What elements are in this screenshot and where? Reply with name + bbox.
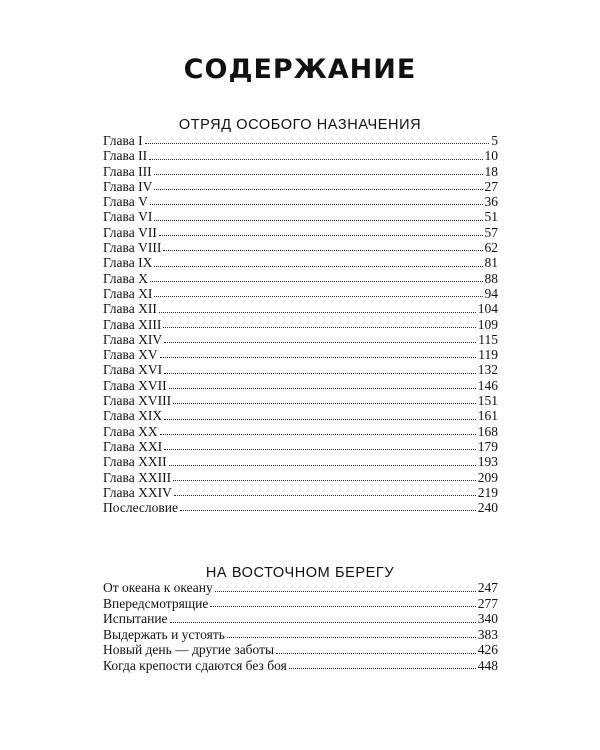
dot-leader <box>150 281 483 282</box>
dot-leader <box>160 434 476 435</box>
toc-entry-label: Глава VIII <box>103 240 162 256</box>
toc-entry-label: Глава XI <box>103 285 153 301</box>
toc-entry <box>103 148 498 163</box>
toc-entry-label: Испытание <box>103 611 168 626</box>
dot-leader <box>215 591 476 592</box>
toc-entry-page-number: 132 <box>477 362 498 378</box>
toc-entry-label: Глава V <box>103 194 148 210</box>
dot-leader <box>150 204 483 205</box>
dot-leader <box>154 296 482 297</box>
toc-entry-page-number: 81 <box>484 255 498 271</box>
dot-leader <box>163 327 475 328</box>
toc-entry-label: Глава IV <box>103 178 153 194</box>
toc-entry <box>103 408 498 423</box>
dot-leader <box>149 159 482 160</box>
toc-entry <box>103 240 498 255</box>
toc-entry-label: Глава IX <box>103 255 153 271</box>
toc-entry <box>103 454 498 469</box>
toc-entry-page-number: 115 <box>478 331 498 347</box>
toc-entry <box>103 642 498 658</box>
toc-entry-page-number: 88 <box>484 270 498 286</box>
dot-leader <box>180 510 476 511</box>
toc-entry <box>103 611 498 627</box>
toc-entry <box>103 500 498 515</box>
toc-entry-page-number: 27 <box>484 178 498 194</box>
toc-entry-page-number: 240 <box>477 500 498 516</box>
dot-leader <box>227 637 476 638</box>
toc-entry-page-number: 426 <box>477 642 498 657</box>
toc-entry <box>103 179 498 194</box>
toc-entry-page-number: 209 <box>477 469 498 485</box>
toc-entry-page-number: 146 <box>477 377 498 393</box>
toc-entry-page-number: 151 <box>477 393 498 409</box>
toc-list <box>103 133 498 515</box>
toc-entry-label: Глава XXII <box>103 454 167 470</box>
dot-leader <box>159 312 476 313</box>
toc-entry <box>103 393 498 408</box>
toc-entry <box>103 347 498 362</box>
toc-entry-label: Когда крепости сдаются без боя <box>103 657 287 673</box>
dot-leader <box>276 653 476 654</box>
toc-list <box>103 580 498 673</box>
toc-entry-label: Глава II <box>103 148 148 164</box>
toc-entry <box>103 439 498 454</box>
toc-entry-page-number: 219 <box>477 484 498 500</box>
dot-leader <box>145 143 490 144</box>
toc-entry <box>103 485 498 500</box>
toc-entry-page-number: 193 <box>477 454 498 470</box>
section-heading: ОТРЯД ОСОБОГО НАЗНАЧЕНИЯ <box>178 117 422 133</box>
dot-leader <box>159 235 483 236</box>
dot-leader <box>163 250 482 251</box>
toc-entry-page-number: 161 <box>477 408 498 424</box>
toc-entry <box>103 133 498 148</box>
dot-leader <box>174 495 476 496</box>
dot-leader <box>154 174 483 175</box>
toc-entry-label: Глава VII <box>103 224 157 240</box>
toc-entry-label: Глава XVI <box>103 362 163 378</box>
toc-entry-page-number: 36 <box>484 194 498 210</box>
dot-leader <box>164 373 476 374</box>
toc-entry <box>103 470 498 485</box>
toc-entry <box>103 627 498 643</box>
toc-entry <box>103 424 498 439</box>
toc-entry-page-number: 448 <box>477 657 498 673</box>
toc-entry-label: Глава XIII <box>103 316 162 332</box>
toc-entry-label: Впередсмотрящие <box>103 595 209 611</box>
toc-entry-page-number: 10 <box>484 148 498 164</box>
toc-entry-page-number: 340 <box>477 611 498 626</box>
toc-entry-label: Глава XIV <box>103 331 163 347</box>
toc-entry-page-number: 5 <box>491 133 498 148</box>
dot-leader <box>173 403 476 404</box>
dot-leader <box>173 480 476 481</box>
dot-leader <box>160 357 477 358</box>
toc-entry-label: Глава XX <box>103 423 158 439</box>
toc-entry-label: Глава VI <box>103 209 153 225</box>
toc-entry <box>103 286 498 301</box>
toc-entry-page-number: 62 <box>484 240 498 256</box>
toc-entry-page-number: 94 <box>484 285 498 301</box>
toc-entry-page-number: 18 <box>484 163 498 179</box>
toc-entry-label: Глава XIX <box>103 408 163 424</box>
toc-entry-page-number: 109 <box>477 316 498 332</box>
toc-entry-page-number: 383 <box>477 626 498 642</box>
toc-entry-label: Глава XII <box>103 301 157 317</box>
toc-entry-label: Глава XV <box>103 347 158 363</box>
toc-entry-label: Глава III <box>103 163 152 179</box>
toc-entry <box>103 378 498 393</box>
toc-entry <box>103 164 498 179</box>
dot-leader <box>170 622 476 623</box>
toc-entry <box>103 658 498 674</box>
dot-leader <box>164 342 476 343</box>
toc-entry <box>103 596 498 612</box>
toc-entry <box>103 362 498 377</box>
dot-leader <box>164 449 476 450</box>
dot-leader <box>154 189 482 190</box>
toc-entry <box>103 194 498 209</box>
toc-entry-page-number: 277 <box>477 595 498 611</box>
toc-entry-label: Глава I <box>103 133 143 148</box>
toc-entry-label: Глава X <box>103 270 148 286</box>
toc-entry <box>103 255 498 270</box>
toc-entry-label: От океана к океану <box>103 580 213 595</box>
toc-entry-label: Послесловие <box>103 500 178 516</box>
toc-entry-page-number: 179 <box>477 438 498 454</box>
toc-entry-label: Глава XXIV <box>103 484 172 500</box>
toc-entry-page-number: 104 <box>477 301 498 317</box>
toc-entry-page-number: 168 <box>477 423 498 439</box>
toc-entry-page-number: 51 <box>484 209 498 225</box>
section-heading: НА ВОСТОЧНОМ БЕРЕГУ <box>205 565 395 581</box>
toc-entry <box>103 209 498 224</box>
toc-entry-label: Глава XVIII <box>103 393 172 409</box>
toc-entry <box>103 332 498 347</box>
toc-entry <box>103 271 498 286</box>
toc-entry-page-number: 57 <box>484 224 498 240</box>
dot-leader <box>289 668 476 669</box>
page-title: СОДЕРЖАНИЕ <box>183 54 417 85</box>
toc-entry-label: Глава XXIII <box>103 469 172 485</box>
dot-leader <box>210 606 475 607</box>
toc-entry-label: Глава XVII <box>103 377 167 393</box>
toc-entry <box>103 301 498 316</box>
toc-entry-page-number: 119 <box>478 347 498 363</box>
dot-leader <box>154 266 482 267</box>
toc-entry-page-number: 247 <box>477 580 498 595</box>
dot-leader <box>154 220 482 221</box>
dot-leader <box>169 465 476 466</box>
toc-entry <box>103 317 498 332</box>
dot-leader <box>169 388 476 389</box>
toc-entry <box>103 580 498 596</box>
toc-entry-label: Глава XXI <box>103 438 163 454</box>
toc-entry-label: Новый день — другие заботы <box>103 642 275 657</box>
toc-entry-label: Выдержать и устоять <box>103 626 225 642</box>
dot-leader <box>164 419 476 420</box>
toc-entry <box>103 225 498 240</box>
